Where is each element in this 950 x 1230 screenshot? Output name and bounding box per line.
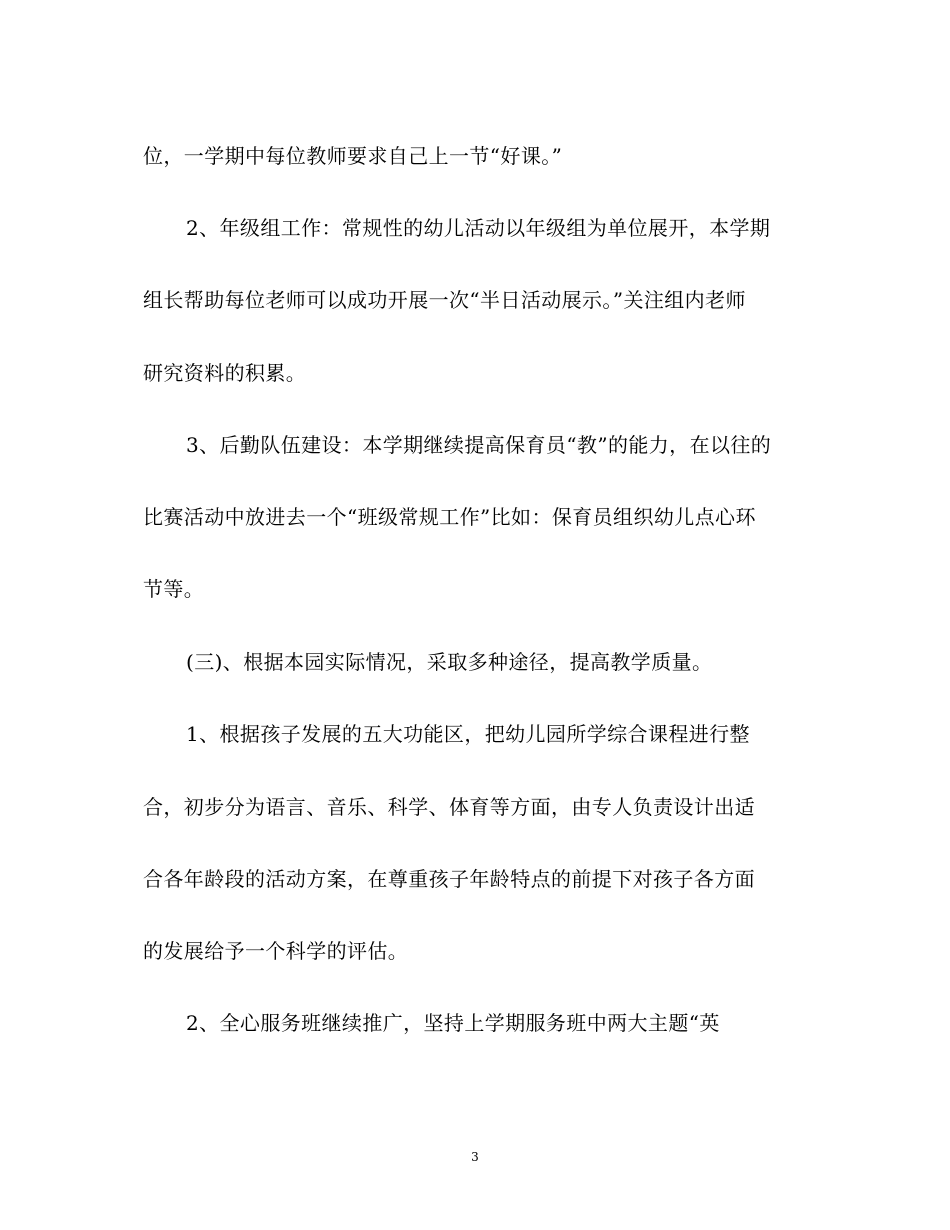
text-line-2: 2、年级组工作：常规性的幼儿活动以年级组为单位展开，本学期 <box>186 216 771 240</box>
text-line-7: 节等。 <box>143 577 205 601</box>
text-line-5: 3、后勤队伍建设：本学期继续提高保育员“教”的能力，在以往的 <box>186 433 772 457</box>
text-line-4: 研究资料的积累。 <box>143 361 307 385</box>
text-line-3: 组长帮助每位老师可以成功开展一次“半日活动展示。”关注组内老师 <box>143 288 746 312</box>
page-number: 3 <box>471 1150 479 1164</box>
text-line-13: 2、全心服务班继续推广，坚持上学期服务班中两大主题“英 <box>186 1011 720 1035</box>
text-line-12: 的发展给予一个科学的评估。 <box>143 939 409 963</box>
text-line-6: 比赛活动中放进去一个“班级常规工作”比如：保育员组织幼儿点心环 <box>143 505 756 529</box>
text-line-10: 合，初步分为语言、音乐、科学、体育等方面，由专人负责设计出适 <box>143 795 755 819</box>
text-line-1: 位，一学期中每位教师要求自己上一节“好课。” <box>143 144 563 168</box>
text-line-11: 合各年龄段的活动方案，在尊重孩子年龄特点的前提下对孩子各方面 <box>143 867 755 891</box>
text-line-9: 1、根据孩子发展的五大功能区，把幼儿园所学综合课程进行整 <box>186 722 750 746</box>
text-line-8: (三)、根据本园实际情况，采取多种途径，提高教学质量。 <box>186 650 713 674</box>
